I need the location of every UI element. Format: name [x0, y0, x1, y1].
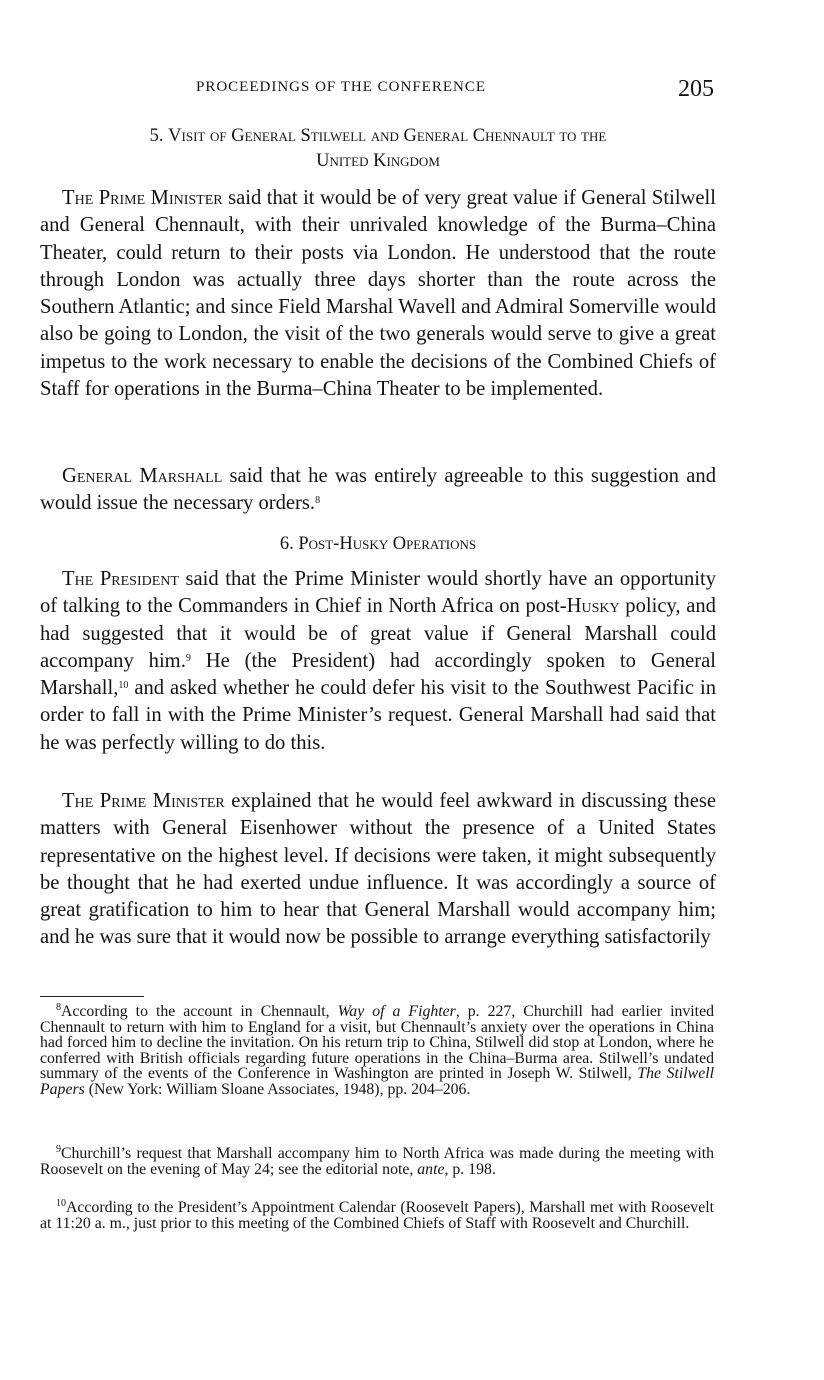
footnote-number: 8 — [56, 1002, 61, 1013]
footnote-number: 9 — [56, 1144, 61, 1155]
footnote-9 — [40, 1146, 714, 1177]
footnote-text: According to the President’s Appointment Calendar (Roosevelt Papers), Marshall met with Roosevelt at 11:20 a. m., just prior to this meeting of the Combined Chiefs of Staff with Roosevelt and Churchill. — [40, 1199, 714, 1232]
paragraph-text: said that it would be of very great value if General Stilwell and General Chennault, with their unrivaled knowledge of the Burma–China Theater, could return to their posts via London. He understood that the route through London was actually three days shorter than the route across the Southern Atlantic; and since Field Marshal Wavell and Admiral Somerville would also be going to London, the visit of the two generals would serve to give a great impetus to the work necessary to enable the decisions of the Combined Chiefs of Staff for operations in the Burma–China Theater to be implemented. — [40, 187, 716, 401]
paragraph-text: explained that he would feel awkward in discussing these matters with General Eisenhower without the presence of a United States representative on the highest level. If decisions were taken, it might subsequently be thought that he had exerted undue influence. It was accordingly a source of great gratification to him to hear that General Marshall would accompany him; and he was sure that it would now be possible to arrange everything satisfactorily — [40, 790, 716, 949]
paragraph-text: said that he was entirely agreeable to this suggestion and would issue the necessary orders. — [40, 465, 716, 515]
paragraph-text: and asked whether he could defer his visit to the Southwest Pacific in order to fall in with the Prime Minister’s request. General Marshall had said that he was perfectly willing to do this. — [40, 677, 716, 754]
footnote-ref: 8 — [315, 495, 321, 507]
footnote-number: 10 — [56, 1198, 66, 1209]
paragraph-text: said that the Prime Minister would shortly have an opportunity of talking to the Commanders in Chief in North Africa on post- — [40, 568, 716, 618]
footnote-text: , p. 198. — [444, 1160, 496, 1178]
footnote-ref: 9 — [185, 652, 191, 664]
footnote-text: (New York: William Sloane Associates, 1948), pp. 204–206. — [84, 1080, 471, 1098]
paragraph-prime-minister-2 — [40, 788, 716, 952]
paragraph-text: policy, and had suggested that it would be of great value if General Marshall could accompany him. — [40, 595, 716, 672]
section-title-line2: United Kingdom — [316, 151, 440, 171]
section-title-line1: Visit of General Stilwell and General Chennault to the — [168, 126, 607, 146]
paragraph-prime-minister-1 — [40, 185, 716, 403]
operation-name: Husky — [566, 595, 620, 618]
footnote-italic: ante — [417, 1160, 445, 1178]
paragraph-text: He (the President) had accordingly spoken to General Marshall, — [40, 649, 716, 700]
book-title: The Stilwell Papers — [40, 1065, 714, 1098]
paragraph-president — [40, 566, 716, 757]
speaker: General Marshall — [62, 465, 223, 487]
footnote-ref: 10 — [118, 680, 129, 692]
footnote-text: According to the account in Chennault, — [61, 1003, 338, 1020]
book-title: Way of a Fighter — [337, 1003, 456, 1020]
section-title: Post-Husky Operations — [298, 534, 477, 554]
paragraph-general-marshall — [40, 463, 716, 518]
footnote-10 — [40, 1200, 714, 1231]
section-number: 6. — [279, 534, 294, 554]
footnote-rule — [40, 996, 144, 997]
speaker: The Prime Minister — [62, 790, 225, 812]
section-heading-5 — [40, 124, 716, 174]
page-number: 205 — [678, 76, 714, 102]
section-heading-6 — [40, 532, 716, 557]
speaker: The Prime Minister — [62, 187, 223, 209]
footnote-8 — [40, 1004, 714, 1097]
footnote-text: , p. 227, Churchill had earlier invited Chennault to return with him to England for a visit, but Chennault’s anxiety over the operations in China had forced him to decline the invitation. On his return trip to China, Stilwell did stop at London, where he conferred with British officials regarding future operations in the China–Burma area. Stilwell’s undated summary of the events of the Conference in Washington are printed in Joseph W. Stilwell, — [40, 1003, 714, 1082]
section-number: 5. — [149, 126, 164, 146]
speaker: The President — [62, 568, 179, 590]
footnote-text: Churchill’s request that Marshall accompany him to North Africa was made during the meeting with Roosevelt on the evening of May 24; see the editorial note, — [40, 1145, 714, 1178]
running-title: PROCEEDINGS OF THE CONFERENCE — [196, 79, 486, 95]
document-page — [40, 0, 716, 1380]
running-head — [40, 76, 716, 106]
